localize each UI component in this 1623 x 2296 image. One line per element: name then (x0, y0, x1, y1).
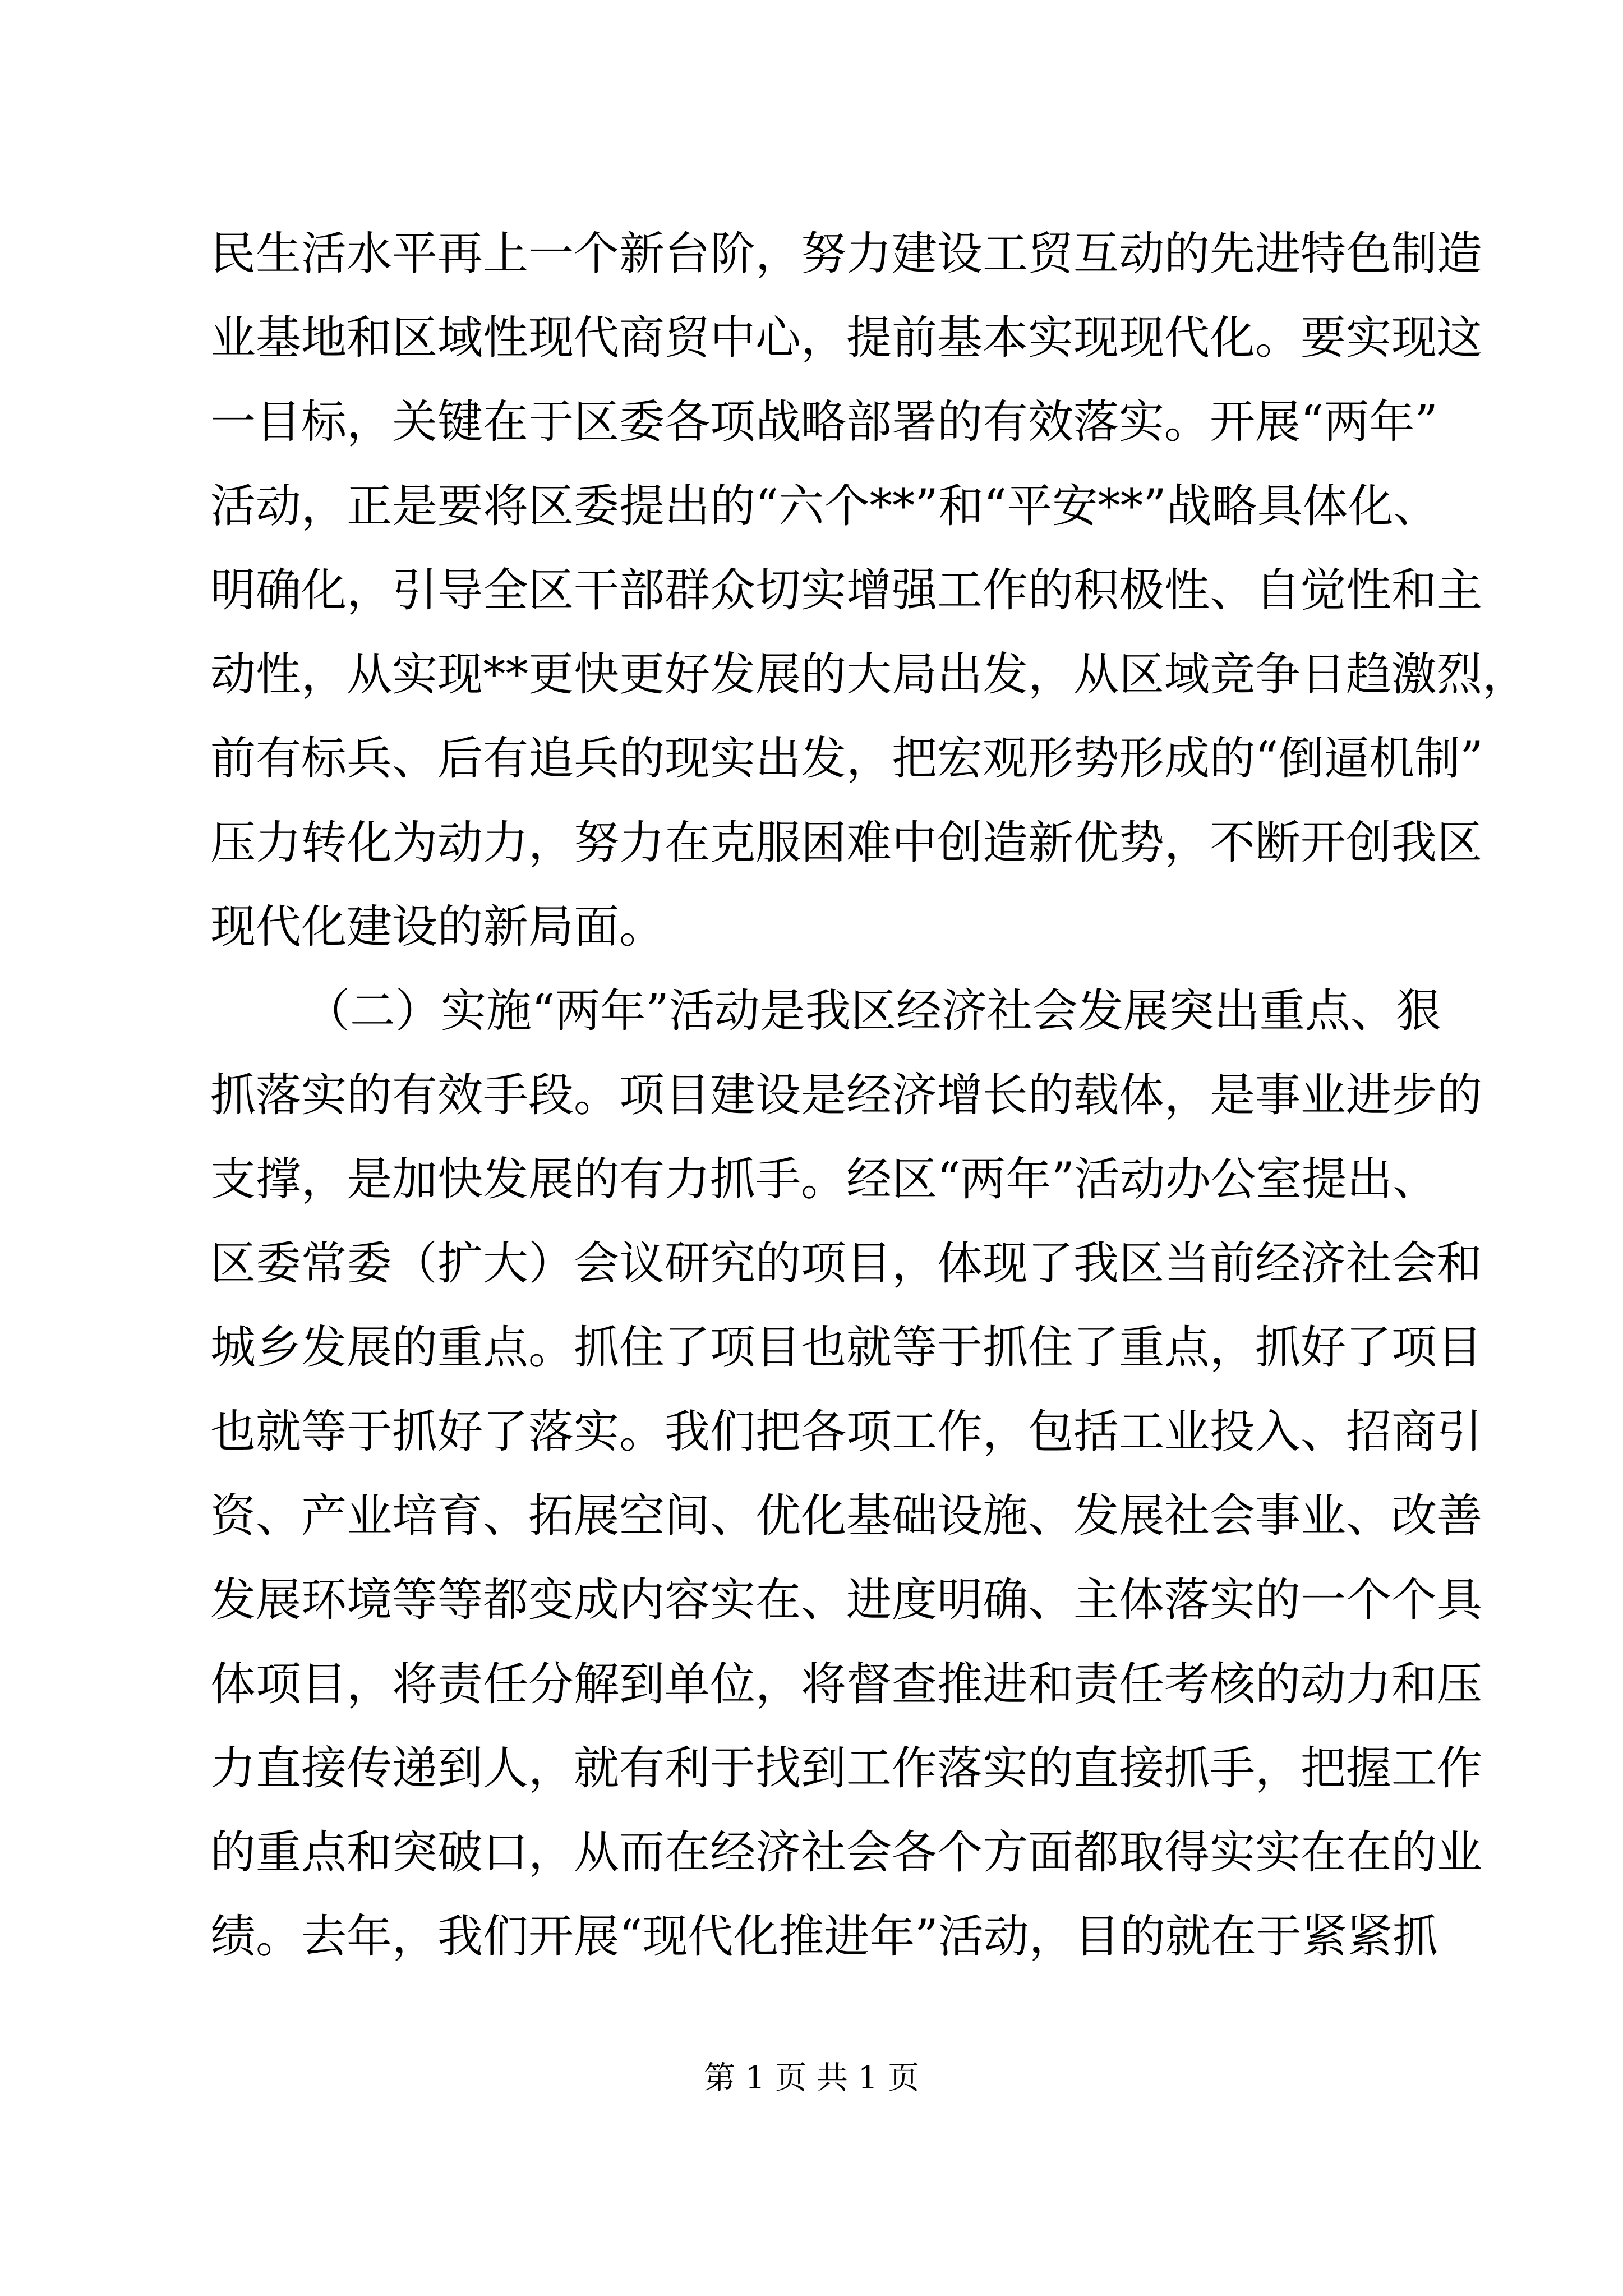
paragraph-line: 城乡发展的重点。抓住了项目也就等于抓住了重点，抓好了项目 (210, 1322, 1483, 1374)
paragraph-line: 抓落实的有效手段。项目建设是经济增长的载体，是事业进步的 (210, 1069, 1483, 1122)
paragraph-line: 活动，正是要将区委提出的“六个**”和“平安**”战略具体化、 (210, 480, 1439, 533)
paragraph-line: 业基地和区域性现代商贸中心，提前基本实现现代化。要实现这 (210, 312, 1483, 365)
paragraph-line: 明确化，引导全区干部群众切实增强工作的积极性、自觉性和主 (210, 564, 1483, 617)
section-heading-line: （二）实施“两年”活动是我区经济社会发展突出重点、狠 (305, 985, 1441, 1038)
paragraph-line: 体项目，将责任分解到单位，将督查推进和责任考核的动力和压 (210, 1658, 1483, 1711)
paragraph-line: 动性，从实现**更快更好发展的大局出发，从区域竞争日趋激烈， (210, 648, 1528, 701)
page-number-footer: 第 1 页 共 1 页 (703, 2060, 920, 2096)
paragraph-line: 绩。去年，我们开展“现代化推进年”活动，目的就在于紧紧抓 (210, 1911, 1438, 1963)
paragraph-line: 前有标兵、后有追兵的现实出发，把宏观形势形成的“倒逼机制” (210, 733, 1483, 785)
paragraph-line: 现代化建设的新局面。 (210, 901, 665, 954)
paragraph-line: 资、产业培育、拓展空间、优化基础设施、发展社会事业、改善 (210, 1490, 1483, 1543)
document-body (210, 212, 1528, 1979)
paragraph-line: 支撑，是加快发展的有力抓手。经区“两年”活动办公室提出、 (210, 1153, 1438, 1206)
paragraph-line: 也就等于抓好了落实。我们把各项工作，包括工业投入、招商引 (210, 1406, 1483, 1458)
paragraph-line: 压力转化为动力，努力在克服困难中创造新优势，不断开创我区 (210, 817, 1483, 869)
paragraph-line: 发展环境等等都变成内容实在、进度明确、主体落实的一个个具 (210, 1574, 1483, 1627)
paragraph-line: 区委常委（扩大）会议研究的项目，体现了我区当前经济社会和 (210, 1237, 1483, 1290)
paragraph-line: 一目标，关键在于区委各项战略部署的有效落实。开展“两年” (210, 396, 1438, 449)
paragraph-line: 的重点和突破口，从而在经济社会各个方面都取得实实在在的业 (210, 1826, 1483, 1879)
paragraph-line: 民生活水平再上一个新台阶，努力建设工贸互动的先进特色制造 (210, 228, 1483, 280)
paragraph-line: 力直接传递到人，就有利于找到工作落实的直接抓手，把握工作 (210, 1742, 1483, 1795)
